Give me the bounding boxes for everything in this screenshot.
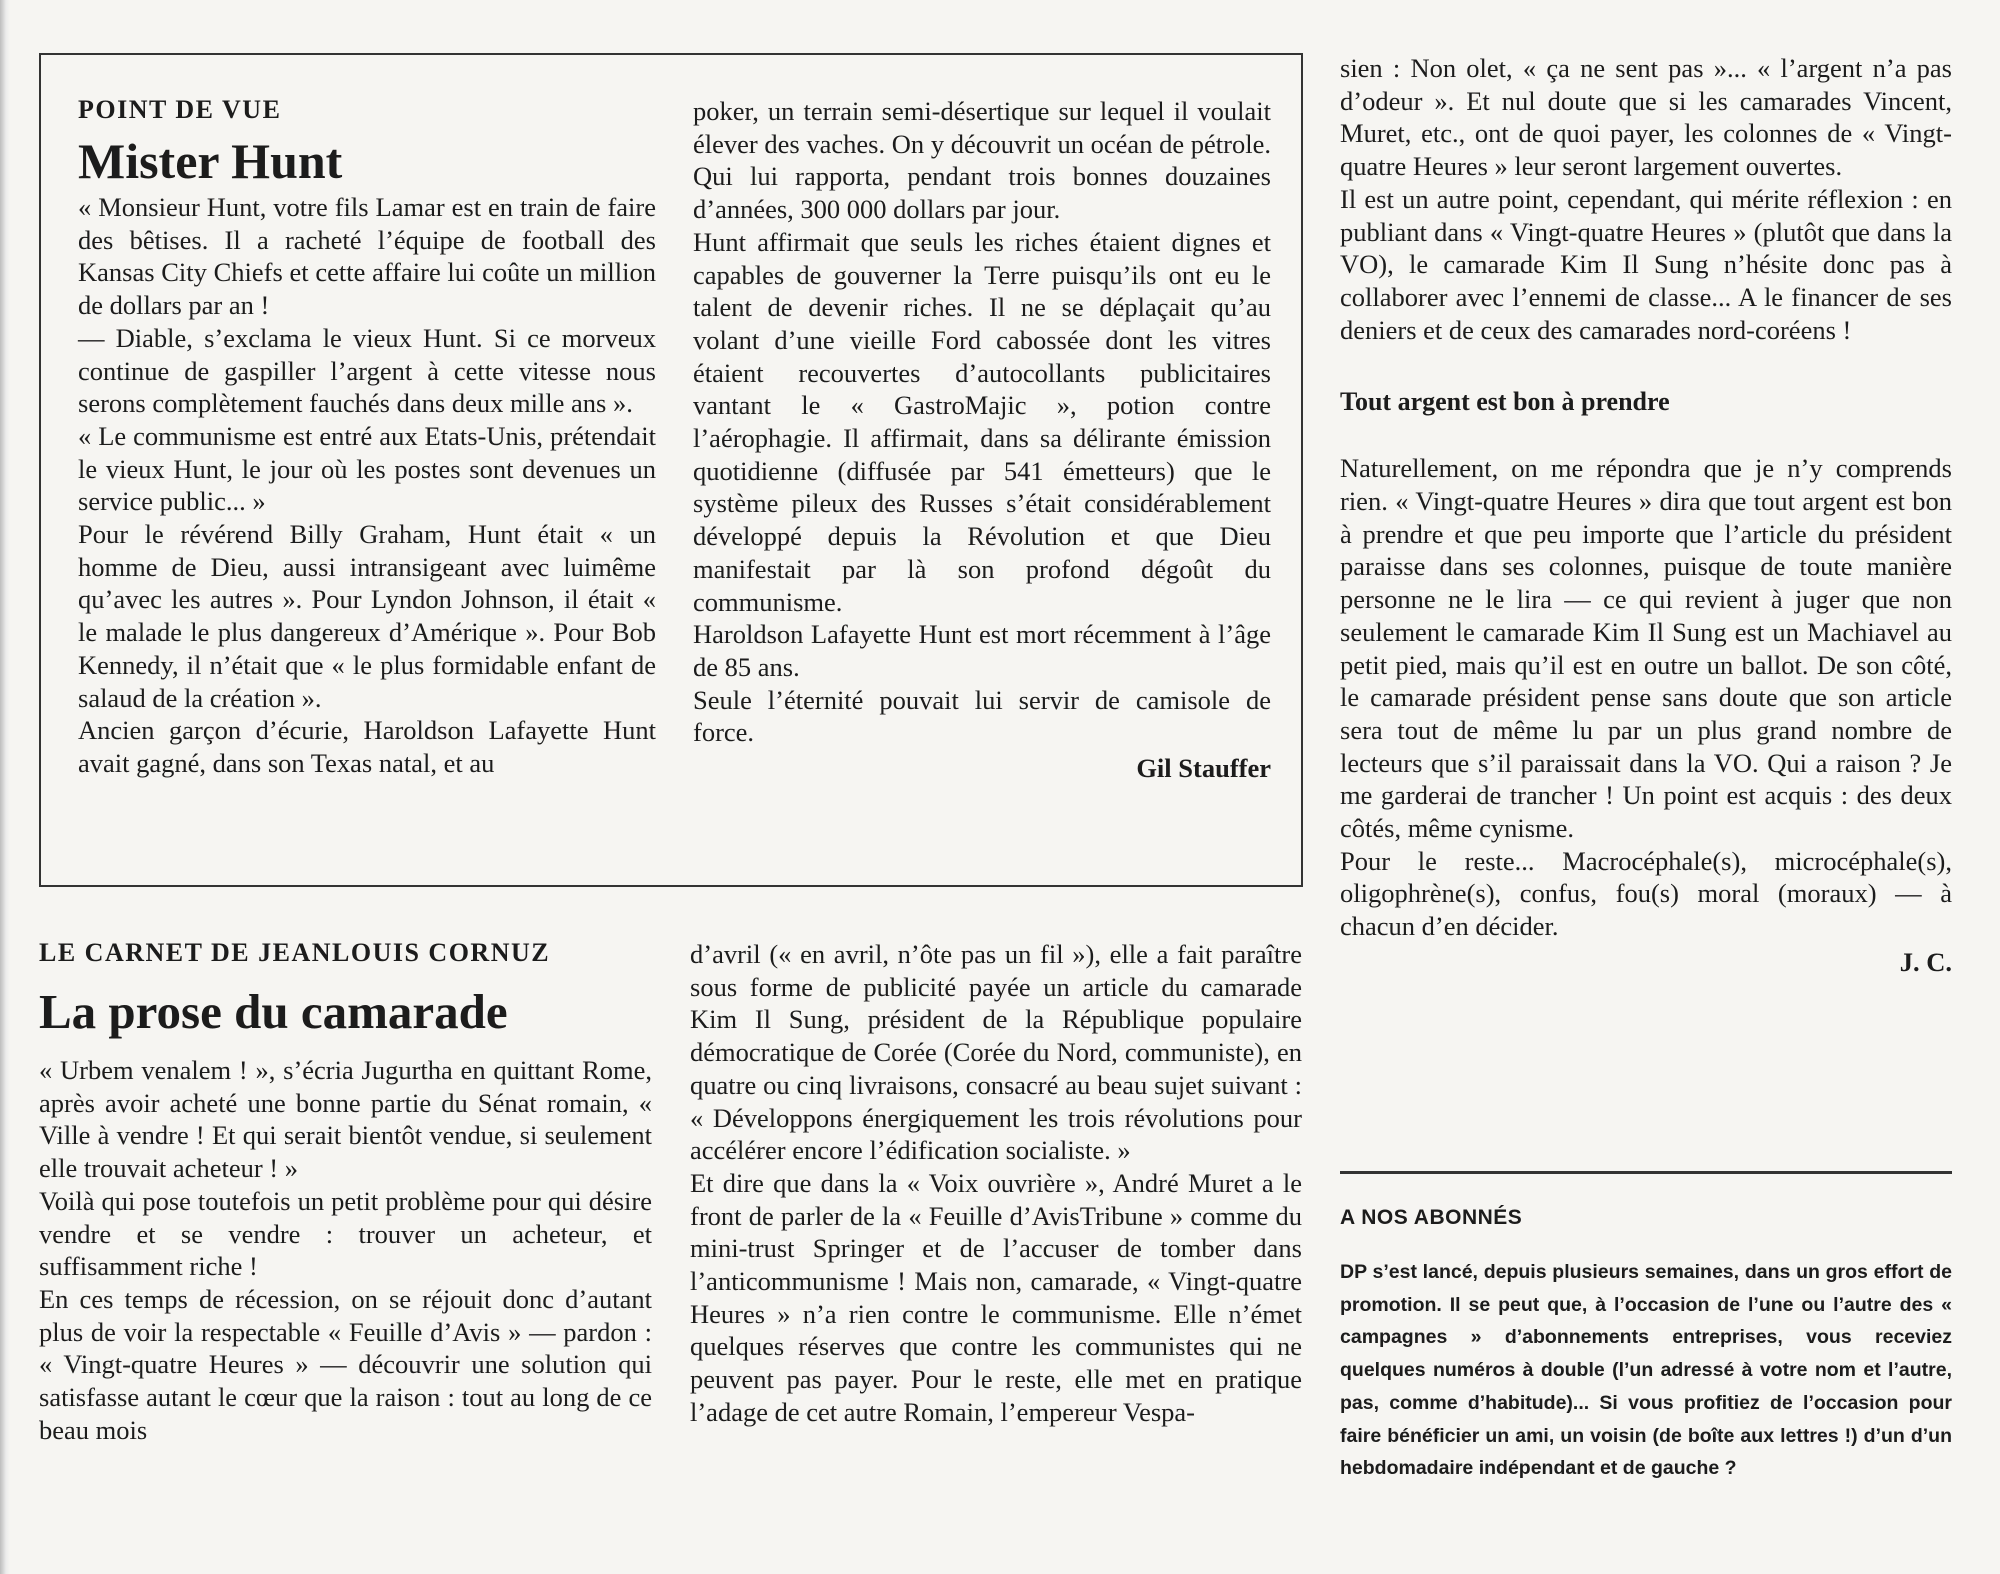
paragraph: d’avril (« en avril, n’ôte pas un fil »), elle a fait paraître sous forme de publicité payée un article du camarade Kim Il Sung, président de la République populaire démocratique de Corée (Corée du Nord, communiste), en quatre ou cinq livraisons, consacré au beau sujet suivant : « Développons énergiquement les trois révolutions pour accélérer encore l’édification socialiste. » (690, 939, 1302, 1166)
paragraph: « Urbem venalem ! », s’écria Jugurtha en quittant Rome, après avoir acheté une bonne partie du Sénat romain, « Ville à vendre ! Et qui serait bientôt vendue, si seulement elle trouvait acheteur ! » (39, 1055, 652, 1184)
paragraph: Voilà qui pose toutefois un petit problème pour qui désire vendre et se vendre : trouver un acheteur, et suffisamment riche ! (39, 1185, 652, 1282)
carnet-column-1 (39, 936, 652, 1446)
paragraph: Seule l’éternité pouvait lui servir de camisole de force. (693, 684, 1271, 748)
paragraph: Hunt affirmait que seuls les riches étaient dignes et capables de gouverner la Terre puisqu’ils ont eu le talent de devenir riches. Il ne se déplaçait qu’au volant d’une vieille Ford cabossée dont les vitres étaient recouvertes d’autocollants publicitaires vantant le « GastroMajic », potion contre l’aérophagie. Il affirmait, dans sa délirante émission quotidienne (diffusée par 541 émetteurs) que le système pileux des Russes s’était considérablement développé depuis la Révolution et que Dieu manifestait par là son profond dégoût du communisme. (693, 226, 1271, 617)
author-signature: Gil Stauffer (1136, 753, 1271, 784)
subheading: Tout argent est bon à prendre (1340, 387, 1670, 417)
paragraph: Haroldson Lafayette Hunt est mort récemment à l’âge de 85 ans. (693, 619, 1271, 682)
article-title-mister-hunt: Mister Hunt (78, 133, 343, 189)
paragraph: Pour le reste... Macrocéphale(s), microcéphale(s), oligophrène(s), confus, fou(s) moral (moraux) — à chacun d’en décider. (1340, 845, 1952, 942)
article-title-la-prose-du-camarade: La prose du camarade (39, 984, 508, 1039)
paragraph: Naturellement, on me répondra que je n’y comprends rien. « Vingt-quatre Heures » dira que tout argent est bon à prendre et que peu importe que l’article du président paraisse dans ses colonnes, puisque de toute manière personne ne le lira — ce qui revient à juger que non seulement le camarade Kim Il Sung est un Machiavel au petit pied, mais qu’il est en outre un ballot. De son côté, le camarade président pense sans doute que son article sera tout de même lu par un plus grand nombre de lecteurs que s’il paraissait dans la VO. Qui a raison ? Je me garderai de trancher ! Un point est acquis : des deux côtés, même cynisme. (1340, 453, 1952, 844)
point-de-vue-column-1 (78, 93, 656, 780)
section-divider (1340, 1171, 1952, 1174)
paragraph: Pour le révérend Billy Graham, Hunt était « un homme de Dieu, aussi intransigeant avec luimême qu’avec les autres ». Pour Lyndon Johnson, il était « le malade le plus dangereux d’Amérique ». Pour Bob Kennedy, il n’était que « le plus formidable enfant de salaud de la création ». (78, 519, 656, 713)
page-edge-shadow (0, 0, 10, 1574)
subscribers-notice (1340, 1206, 1952, 1485)
subscribers-notice-heading: A NOS ABONNÉS (1340, 1206, 1523, 1229)
subscribers-notice-text: DP s’est lancé, depuis plusieurs semaines, dans un gros effort de promotion. Il se peut que, à l’occasion de l’une ou l’autre des « campagnes » d’abonnements entreprises, vous receviez quelques numéros à double (l’un adressé à votre nom et l’autre, pas, comme d’habitude)... Si vous profitiez de l’occasion pour faire bénéficier un ami, un voisin (de boîte aux lettres !) d’un d’un hebdomadaire indépendant et de gauche ? (1340, 1261, 1952, 1480)
point-de-vue-kicker: POINT DE VUE (78, 95, 282, 124)
carnet-column-3 (1340, 52, 1952, 979)
author-signature: J. C. (1899, 946, 1952, 977)
paragraph: « Le communisme est entré aux Etats-Unis, prétendait le vieux Hunt, le jour où les postes sont devenues un service public... » (78, 420, 656, 517)
paragraph: « Monsieur Hunt, votre fils Lamar est en train de faire des bêtises. Il a racheté l’équipe de football des Kansas City Chiefs et cette affaire lui coûte un million de dollars par an ! (78, 192, 656, 321)
paragraph: Ancien garçon d’écurie, Haroldson Lafayette Hunt avait gagné, dans son Texas natal, et au (78, 715, 656, 778)
paragraph: Il est un autre point, cependant, qui mérite réflexion : en publiant dans « Vingt-quatre Heures » (plutôt que dans la VO), le camarade Kim Il Sung n’hésite donc pas à collaborer avec l’ennemi de classe... A le financer de ses deniers et de ceux des camarades nord-coréens ! (1340, 183, 1952, 345)
paragraph: sien : Non olet, « ça ne sent pas »... « l’argent n’a pas d’odeur ». Et nul doute que si les camarades Vincent, Muret, etc., ont de quoi payer, les colonnes de « Vingt-quatre Heures » leur seront largement ouvertes. (1340, 53, 1952, 182)
paragraph: En ces temps de récession, on se réjouit donc d’autant plus de voir la respectable « Feuille d’Avis » — pardon : « Vingt-quatre Heures » — découvrir une solution qui satisfasse autant le cœur que la raison : tout au long de ce beau mois (39, 1283, 652, 1445)
point-de-vue-column-2 (693, 95, 1271, 785)
paragraph: poker, un terrain semi-désertique sur lequel il voulait élever des vaches. On y découvrit un océan de pétrole. Qui lui rapporta, pendant trois bonnes douzaines d’années, 300 000 dollars par jour. (693, 96, 1271, 225)
paragraph: — Diable, s’exclama le vieux Hunt. Si ce morveux continue de gaspiller l’argent à cette vitesse nous serons complètement fauchés dans deux mille ans ». (78, 322, 656, 419)
paragraph: Et dire que dans la « Voix ouvrière », André Muret a le front de parler de la « Feuille d’AvisTribune » comme du mini-trust Springer et de l’accuser de tomber dans l’anticommunisme ! Mais non, camarade, « Vingt-quatre Heures » n’a rien contre le communisme. Elle n’émet quelques réserves que contre les communistes qui ne peuvent pas payer. Pour le reste, elle met en pratique l’adage de cet autre Romain, l’empereur Vespa- (690, 1167, 1302, 1427)
carnet-kicker: LE CARNET DE JEANLOUIS CORNUZ (39, 938, 551, 967)
carnet-column-2 (690, 938, 1302, 1429)
point-de-vue-box (39, 53, 1303, 887)
